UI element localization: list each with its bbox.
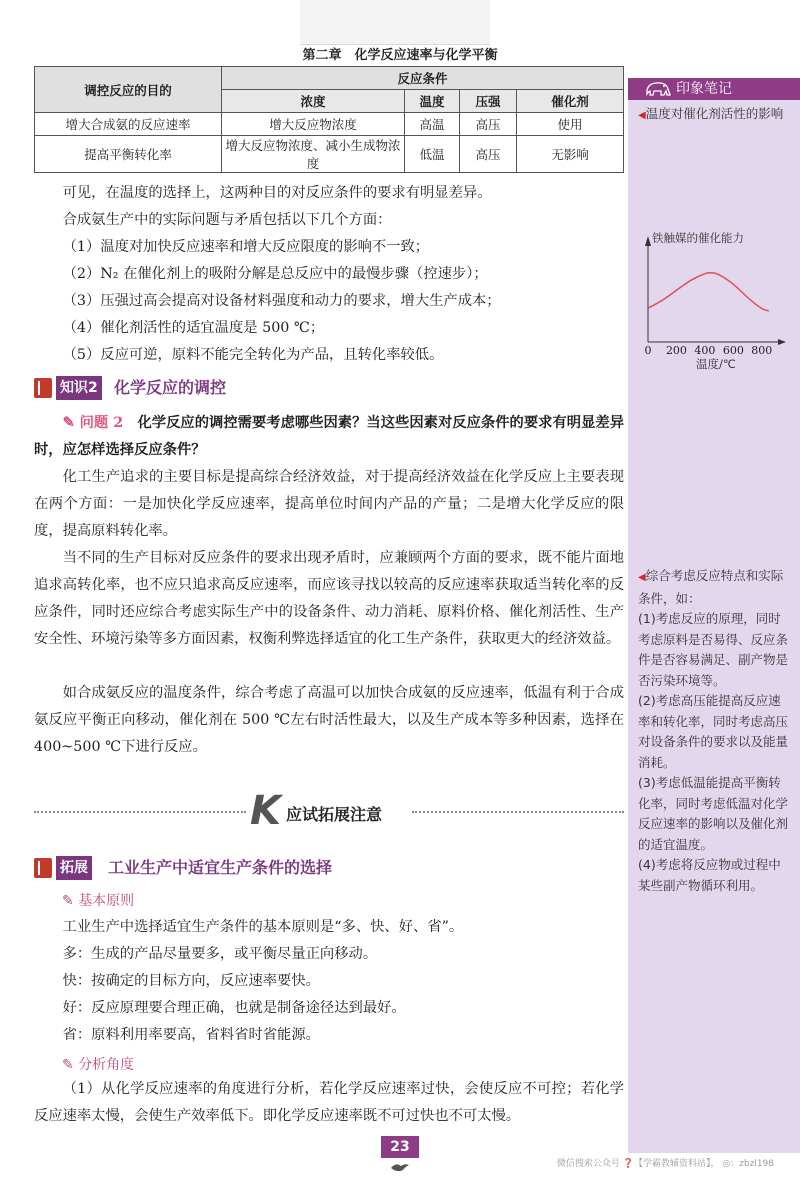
chart-ylabel: 铁触媒的催化能力 [652, 231, 744, 245]
paragraph: 化工生产追求的主要目标是提高综合经济效益，对于提高经济效益在化学反应上主要表现在两个方面：一是加快化学反应速率，提高单位时间内产品的产量；二是增大化学反应的限度，提高原料转化率。 [34, 469, 624, 539]
pencil-icon: ✎ [62, 415, 80, 431]
k-letter-icon: K [250, 788, 281, 834]
sidebar-list-item: (4)考虑将反应物或过程中某些副产物循环利用。 [638, 857, 781, 893]
question-text: 化学反应的调控需要考虑哪些因素？当这些因素对反应条件的要求有明显差异时，应怎样选择反应条件？ [34, 415, 624, 458]
table-cell: 增大反应物浓度、减小生成物浓度 [222, 136, 405, 173]
sidebar-list-item: (2)考虑高压能提高反应速率和转化率，同时考虑高压对设备条件的要求以及能量消耗。 [638, 693, 789, 770]
table-subheader: 压强 [460, 90, 517, 113]
section-title: 工业生产中适宜生产条件的选择 [108, 858, 333, 877]
table-subheader: 催化剂 [517, 90, 624, 113]
table-subheader: 浓度 [222, 90, 405, 113]
chapter-title: 第二章 化学反应速率与化学平衡 [302, 48, 498, 63]
x-axis-arrow [778, 339, 786, 345]
knowledge2-heading [34, 376, 334, 400]
paragraph: 多：生成的产品尽量要多，或平衡尽量正向移动。 [62, 946, 378, 962]
subheading [62, 890, 134, 910]
sidebar-list-item: (1)考虑反应的原理，同时考虑原料是否易得、反应条件是否容易满足、副产物是否污染环境等。 [638, 611, 789, 688]
table-cell: 增大反应物浓度 [222, 113, 405, 136]
table-cell: 无影响 [517, 136, 624, 173]
x-tick-label: 800 [751, 344, 773, 357]
table-cell: 高压 [460, 136, 517, 173]
divider [34, 811, 246, 813]
paragraph: 工业生产中选择适宜生产条件的基本原则是“多、快、好、省”。 [62, 919, 464, 935]
table-cell: 高压 [460, 113, 517, 136]
header-decoration [300, 0, 490, 45]
table-cell: 高温 [405, 113, 460, 136]
x-tick-label: 600 [722, 344, 744, 357]
table-header-purpose: 调控反应的目的 [35, 67, 222, 113]
paragraph: 当不同的生产目标对反应条件的要求出现矛盾时，应兼顾两个方面的要求，既不能片面地追求高转化率，也不应只追求高反应速率，而应该寻找以较高的反应速率获取适当转化率的反应条件，同时还应综合考虑实际生产中的设备条件、动力消耗、原料价格、催化剂活性、生产安全性、环境污染等多方面因素，权衡利弊选择适宜的化工生产条件，获取更大的经济效益。 [34, 550, 624, 647]
x-tick-label: 400 [694, 344, 716, 357]
paragraph: 快：按确定的目标方向，反应速率要快。 [62, 973, 320, 989]
list-item: （1）温度对加快反应速率和增大反应限度的影响不一致； [62, 239, 430, 255]
x-tick-label: 200 [665, 344, 687, 357]
series-line [648, 273, 769, 311]
extension-tag: 拓展 [56, 856, 92, 880]
book-icon [34, 378, 52, 398]
sidebar-note [638, 566, 790, 896]
divider [412, 811, 624, 813]
section-title: 化学反应的调控 [114, 378, 227, 397]
y-axis-arrow [645, 236, 651, 246]
reaction-condition-table [34, 66, 624, 173]
table-cell: 增大合成氨的反应速率 [35, 113, 222, 136]
list-item: （3）压强过高会提高对设备材料强度和动力的要求，增大生产成本； [62, 293, 501, 309]
banner-title: 应试拓展注意 [286, 805, 383, 824]
book-icon [34, 858, 52, 878]
pencil-icon: ✎ [62, 1057, 79, 1073]
sidebar-note-text: 温度对催化剂活性的影响 [645, 106, 784, 121]
sidebar-note [638, 104, 790, 126]
table-row [35, 113, 624, 136]
sidebar-notes [628, 78, 800, 1153]
intro-line-2: 合成氨生产中的实际问题与矛盾包括以下几个方面： [62, 212, 392, 228]
question-2 [34, 410, 624, 464]
table-subheader: 温度 [405, 90, 460, 113]
paragraph: 省：原料利用率要高，省料省时省能源。 [62, 1027, 320, 1043]
subheading-text: 基本原则 [78, 893, 135, 909]
x-tick-label: 0 [644, 344, 652, 357]
chart-xlabel: 温度/℃ [696, 357, 736, 370]
table-cell: 提高平衡转化率 [35, 136, 222, 173]
sidebar-list-item: (3)考虑低温能提高平衡转化率，同时考虑低温对化学反应速率的影响以及催化剂的适宜温度。 [638, 775, 789, 852]
catalyst-activity-chart [636, 230, 786, 370]
page-number: 23 [381, 1136, 419, 1158]
elephant-icon [644, 80, 672, 98]
table-cell: 低温 [405, 136, 460, 173]
table-row [35, 136, 624, 173]
extension-heading [34, 856, 434, 880]
watermark-text: 微信搜索公众号 ❓【学霸教辅资料站】， ◎：zbzl198 [556, 1159, 774, 1169]
sidebar-header [628, 78, 800, 100]
paragraph: 如合成氨反应的温度条件，综合考虑了高温可以加快合成氨的反应速率，低温有利于合成氨反应平衡正向移动，催化剂在 500 ℃左右时活性最大，以及生产成本等多种因素，选择在 400~500 ℃下进行反应。 [34, 685, 624, 755]
triangle-icon: ◀ [638, 572, 646, 583]
subheading-text: 分析角度 [78, 1057, 135, 1073]
paragraph: （1）从化学反应速率的角度进行分析，若化学反应速率过快，会使反应不可控；若化学反应速率太慢，会使生产效率低下。即化学反应速率既不可过快也不可太慢。 [34, 1081, 624, 1124]
question-label: 问题 2 [79, 415, 124, 431]
triangle-icon: ◀ [638, 110, 646, 121]
knowledge-tag: 知识2 [56, 376, 102, 400]
sidebar-note-text: 综合考虑反应特点和实际条件，如： [638, 568, 784, 606]
list-item: （4）催化剂活性的适宜温度是 500 ℃； [62, 320, 325, 336]
bird-icon [389, 1160, 411, 1174]
list-item: （2）N₂ 在催化剂上的吸附分解是总反应中的最慢步骤（控速步）； [62, 266, 488, 282]
table-cell: 使用 [517, 113, 624, 136]
intro-line-1: 可见，在温度的选择上，这两种目的对反应条件的要求有明显差异。 [62, 185, 492, 201]
pencil-icon: ✎ [62, 893, 79, 909]
list-item: （5）反应可逆，原料不能完全转化为产品，且转化率较低。 [62, 347, 444, 363]
subheading [62, 1054, 134, 1074]
table-header-conditions: 反应条件 [222, 67, 624, 90]
sidebar-title: 印象笔记 [676, 81, 732, 97]
paragraph: 好：反应原理要合理正确，也就是制备途径达到最好。 [62, 1000, 406, 1016]
